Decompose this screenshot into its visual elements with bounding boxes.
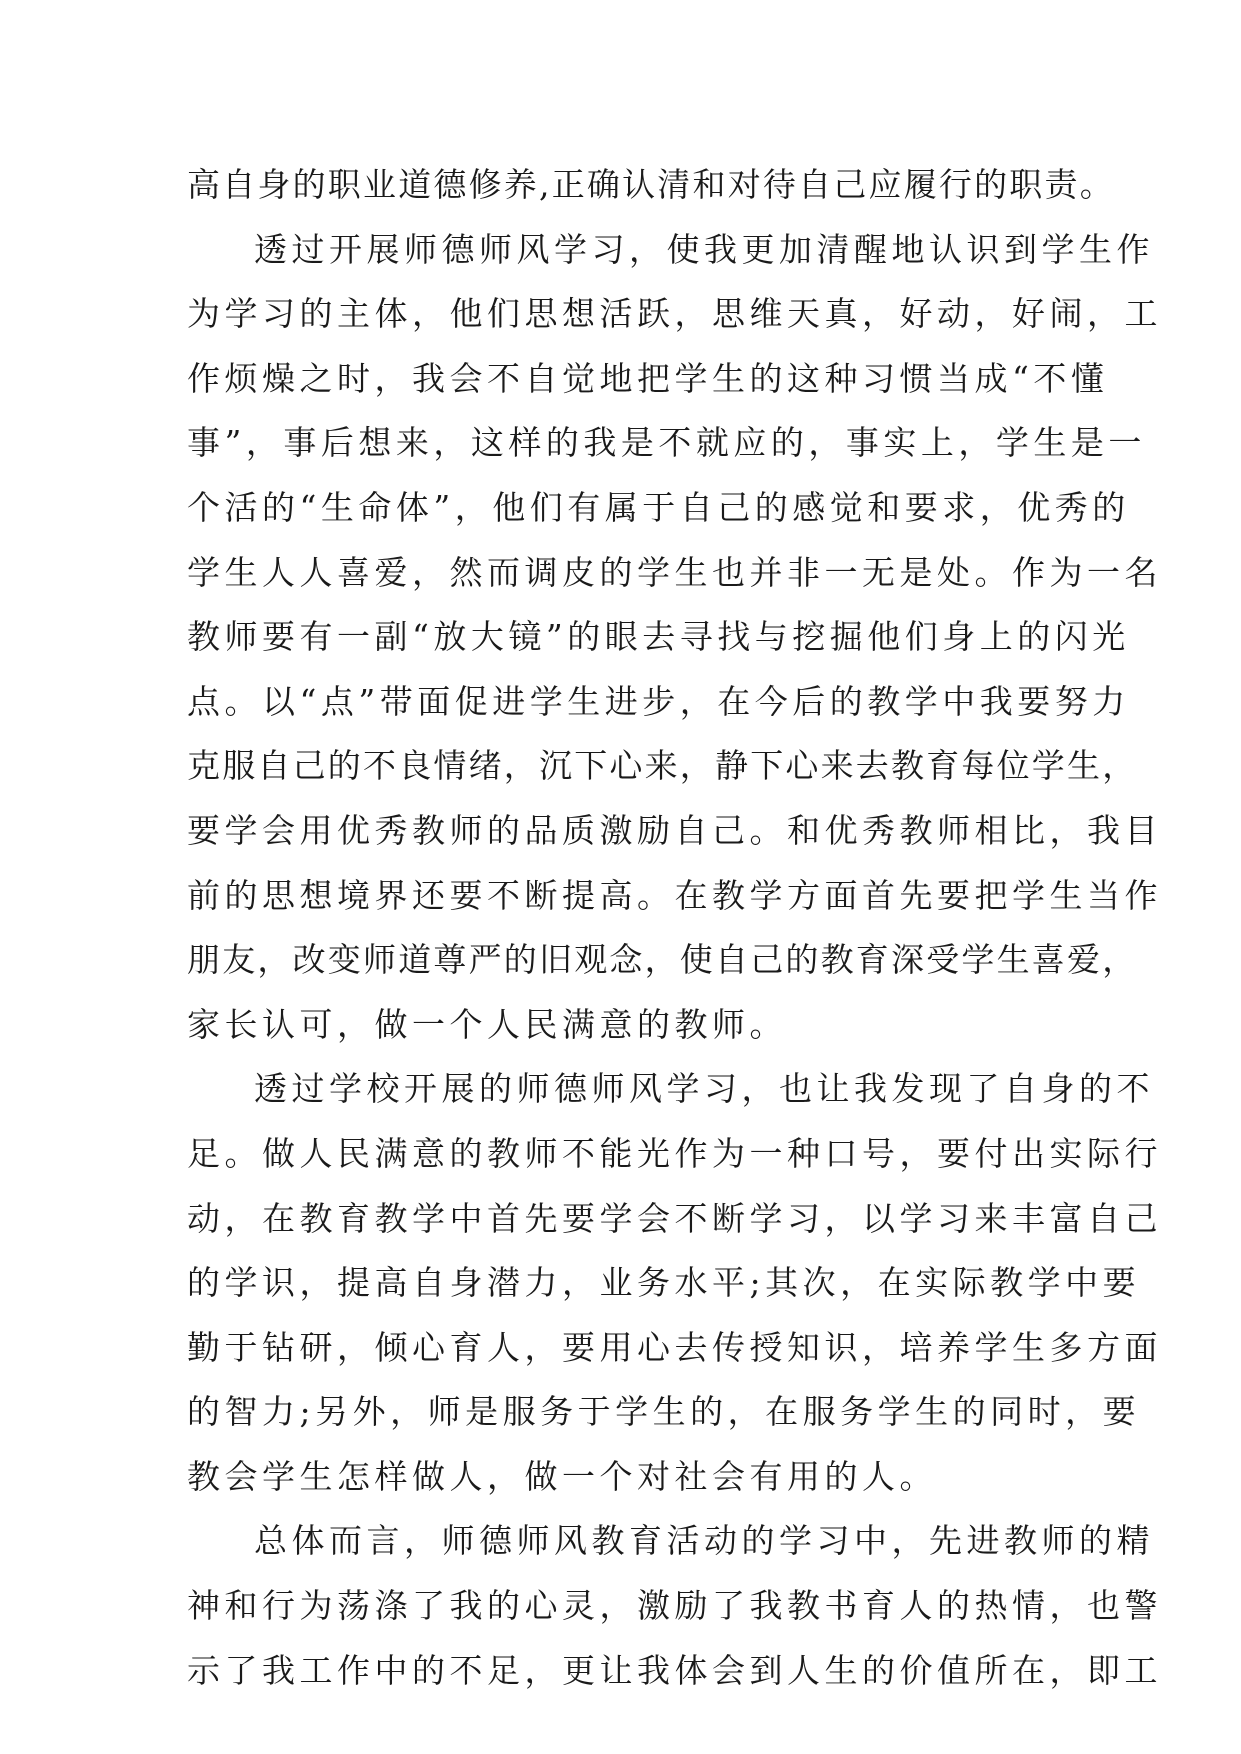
text-line: 的学识，提高自身潜力，业务水平;其次，在实际教学中要: [187, 1263, 1141, 1303]
text-line: 前的思想境界还要不断提高。在教学方面首先要把学生当作: [187, 875, 1162, 915]
text-line: 家长认可，做一个人民满意的教师。: [187, 1004, 787, 1044]
paragraph-start-line: 透过学校开展的师德师风学习，也让我发现了自身的不: [254, 1069, 1154, 1109]
text-line: 作烦燥之时，我会不自觉地把学生的这种习惯当成“不懂: [187, 358, 1109, 398]
text-line: 要学会用优秀教师的品质激励自己。和优秀教师相比，我目: [187, 810, 1162, 850]
text-line: 为学习的主体，他们思想活跃，思维天真，好动，好闹，工: [187, 294, 1162, 334]
text-line: 示了我工作中的不足，更让我体会到人生的价值所在，即工: [187, 1650, 1162, 1690]
paragraph-start-line: 总体而言，师德师风教育活动的学习中，先进教师的精: [254, 1521, 1154, 1561]
text-line: 高自身的职业道德修养,正确认清和对待自己应履行的职责。: [187, 165, 1115, 204]
text-line: 勤于钻研，倾心育人，要用心去传授知识，培养学生多方面: [187, 1327, 1162, 1367]
text-line: 学生人人喜爱，然而调皮的学生也并非一无是处。作为一名: [187, 552, 1162, 592]
text-line: 的智力;另外，师是服务于学生的，在服务学生的同时，要: [187, 1392, 1141, 1432]
text-line: 教会学生怎样做人，做一个对社会有用的人。: [187, 1456, 937, 1496]
text-line: 个活的“生命体”，他们有属于自己的感觉和要求，优秀的: [187, 487, 1130, 527]
text-line: 教师要有一副“放大镜”的眼去寻找与挖掘他们身上的闪光: [187, 617, 1130, 657]
text-line: 足。做人民满意的教师不能光作为一种口号，要付出实际行: [187, 1133, 1162, 1173]
body-text: [187, 153, 1162, 1703]
paragraph-start-line: 透过开展师德师风学习，使我更加清醒地认识到学生作: [254, 229, 1154, 269]
text-line: 神和行为荡涤了我的心灵，激励了我教书育人的热情，也警: [187, 1586, 1162, 1626]
text-line: 动，在教育教学中首先要学会不断学习，以学习来丰富自己: [187, 1198, 1162, 1238]
text-line: 朋友，改变师道尊严的旧观念，使自己的教育深受学生喜爱，: [187, 940, 1138, 980]
text-line: 事”，事后想来，这样的我是不就应的，事实上，学生是一: [187, 423, 1146, 463]
text-line: 点。以“点”带面促进学生进步，在今后的教学中我要努力: [187, 681, 1130, 721]
text-line: 克服自己的不良情绪，沉下心来，静下心来去教育每位学生，: [187, 746, 1138, 786]
